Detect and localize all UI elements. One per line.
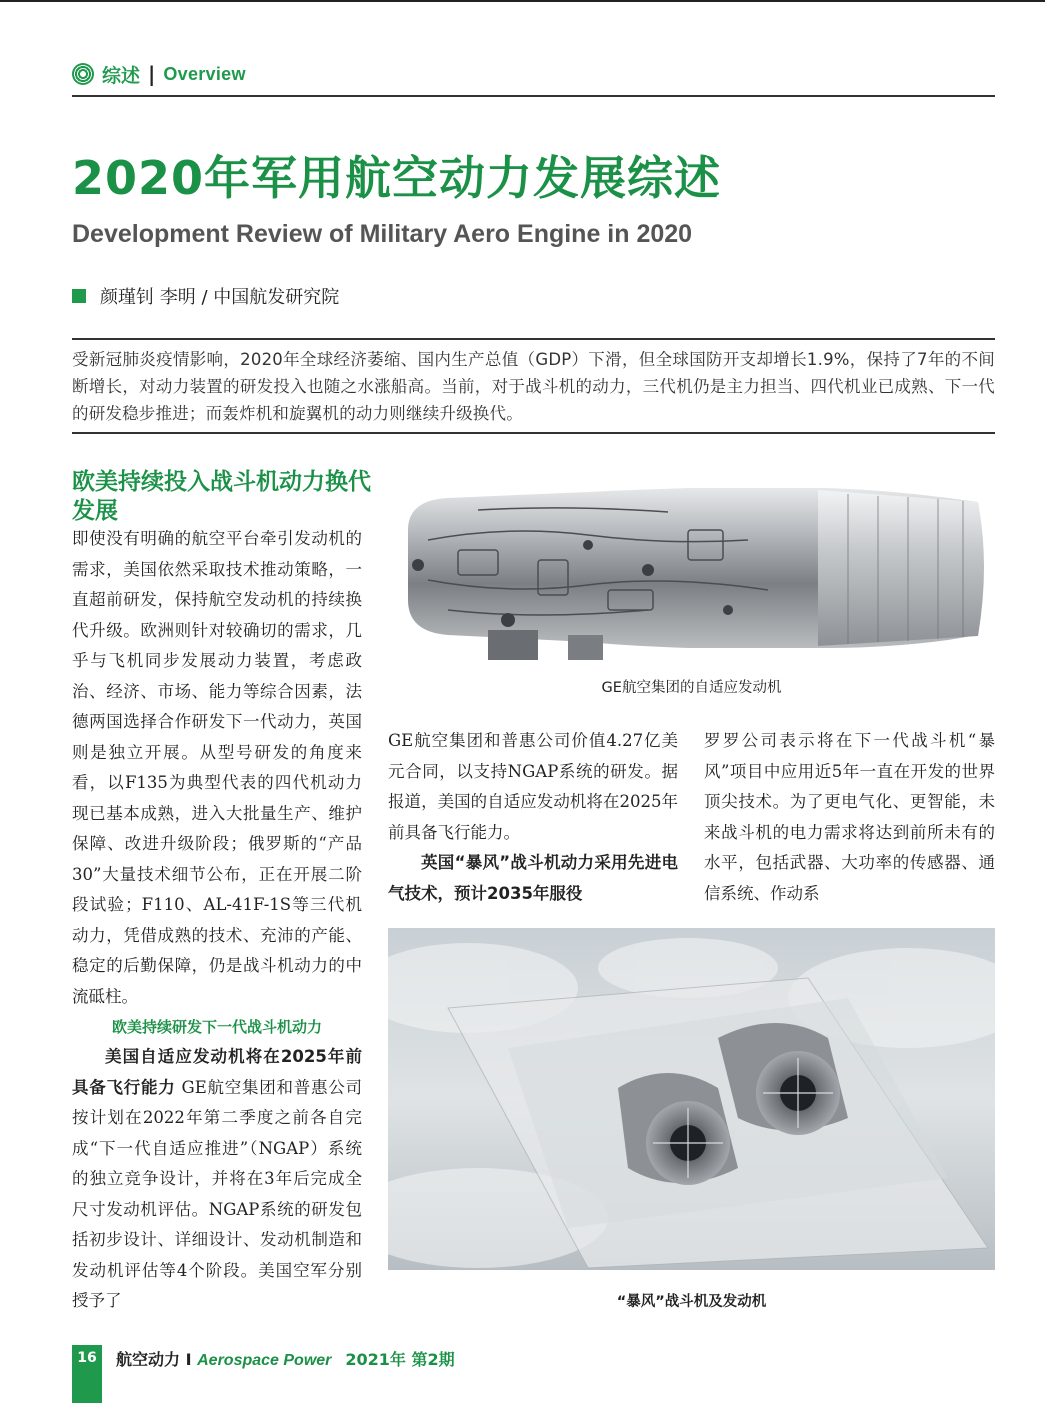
- left-paragraph-1: 即使没有明确的航空平台牵引发动机的需求，美国依然采取技术推动策略，一直超前研发，保持航空发动机的持续换代升级。欧洲则针对较确切的需求，几乎与飞机同步发展动力装置，考虑政治、经济、市场、能力等综合因素，法德两国选择合作研发下一代动力，英国则是独立开展。从型号研发的角度来看，以F135为典型代表的四代机动力现已基本成熟，进入大批量生产、维护保障、改进升级阶段；俄罗斯的“产品30”大量技术细节公布，正在开展二阶段试验；F110、AL-41F-1S等三代机动力，凭借成熟的技术、充沛的产能、稳定的后勤保障，仍是战斗机动力的中流砥柱。: [72, 529, 362, 1006]
- section-heading: 欧美持续投入战斗机动力换代发展: [72, 469, 371, 524]
- right-paragraph-1: 罗罗公司表示将在下一代战斗机“暴风”项目中应用近5年一直在开发的世界顶尖技术。为了更电气化、更智能，未来战斗机的电力需求将达到前所未有的水平，包括武器、大功率的传感器、通信系统、作动系: [704, 731, 995, 903]
- abstract-bottom-rule: [72, 432, 995, 434]
- abstract-top-rule: [72, 338, 995, 340]
- article-title: 2020年军用航空动力发展综述: [72, 151, 722, 205]
- middle-column: [388, 726, 678, 909]
- top-border: [0, 0, 1045, 2]
- section-tag: [72, 60, 246, 88]
- figure-adaptive-engine: [388, 470, 995, 665]
- bold-lead-in: 美国自适应发动机将在2025年前具备飞行能力: [72, 1047, 362, 1097]
- figure-tempest-fighter: [388, 928, 995, 1270]
- section-name-en: Overview: [163, 63, 246, 84]
- article-subtitle: Development Review of Military Aero Engine in 2020: [72, 220, 693, 248]
- author-line: [72, 283, 339, 309]
- figure-2-caption: “暴风”战斗机及发动机: [616, 1294, 767, 1310]
- section-separator: |: [148, 62, 156, 86]
- page-number: 16: [77, 1350, 97, 1366]
- left-paragraph-2: [72, 1042, 362, 1317]
- section-name-cn: 综述: [102, 64, 141, 87]
- journal-logo-icon: [72, 63, 94, 85]
- subsection-heading: 欧美持续研发下一代战斗机动力: [111, 1018, 322, 1036]
- abstract: 受新冠肺炎疫情影响，2020年全球经济萎缩、国内生产总值（GDP）下滑，但全球国防开支却增长1.9%，保持了7年的不间断增长，对动力装置的研发投入也随之水涨船高。当前，对于战斗机的动力，三代机仍是主力担当、四代机业已成熟、下一代的研发稳步推进；而轰炸机和旋翼机的动力则继续升级换代。: [72, 350, 995, 423]
- middle-bold-heading: [388, 848, 678, 909]
- right-column: [704, 726, 995, 909]
- left-column: [72, 524, 362, 1317]
- journal-name-cn: 航空动力: [116, 1350, 181, 1369]
- author-marker-icon: [72, 289, 86, 303]
- journal-name-en: Aerospace Power: [197, 1352, 332, 1369]
- journal-separator: I: [180, 1350, 198, 1369]
- header-divider: [72, 95, 995, 97]
- author-names: 颜瑾钊 李明 / 中国航发研究院: [100, 287, 340, 308]
- tempest-heading: 英国“暴风”战斗机动力采用先进电气技术，预计2035年服役: [388, 853, 678, 903]
- left-paragraph-2-text: GE航空集团和普惠公司按计划在2022年第二季度之前各自完成“下一代自适应推进”（NGAP）系统的独立竞争设计，并将在3年后完成全尺寸发动机评估。NGAP系统的研发包括初步设计、详细设计、发动机制造和发动机评估等4个阶段。美国空军分别授予了: [72, 1077, 362, 1310]
- figure-1-caption: GE航空集团的自适应发动机: [601, 680, 782, 696]
- journal-footer: [116, 1347, 455, 1370]
- journal-issue: 2021年 第2期: [345, 1350, 455, 1369]
- middle-paragraph-1: GE航空集团和普惠公司价值4.27亿美元合同，以支持NGAP系统的研发。据报道，美国的自适应发动机将在2025年前具备飞行能力。: [388, 731, 678, 842]
